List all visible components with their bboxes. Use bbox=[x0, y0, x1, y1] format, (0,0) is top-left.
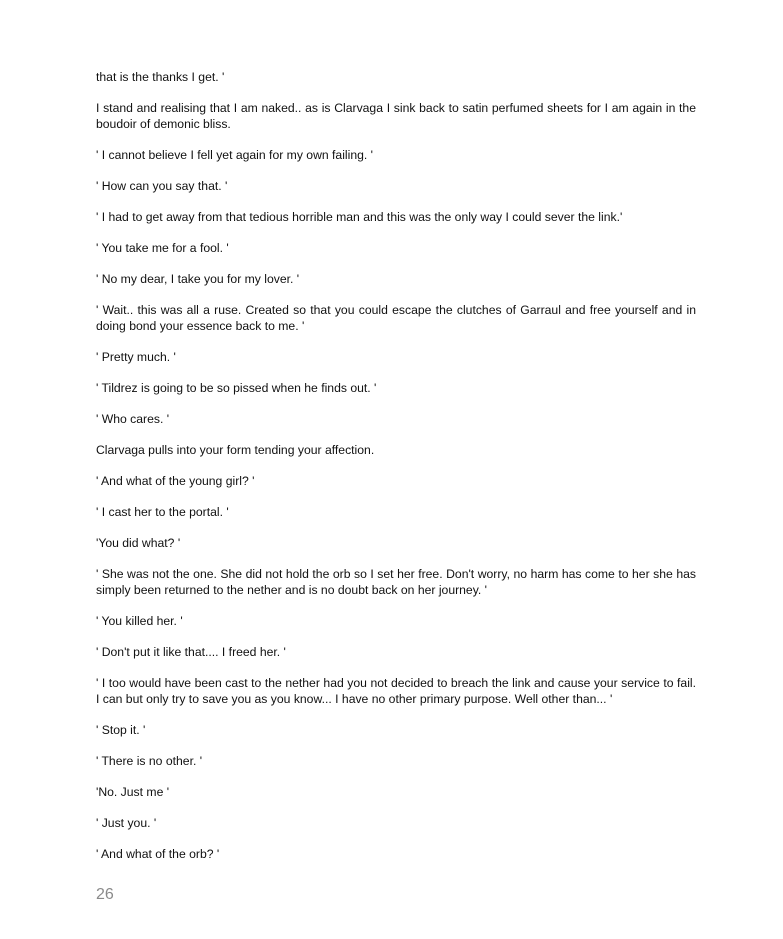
paragraph: ' Wait.. this was all a ruse. Created so that you could escape the clutches of Garraul and free yourself and in doing bond your essence back to me. ' bbox=[96, 303, 696, 333]
paragraph: ' I cannot believe I fell yet again for my own failing. ' bbox=[96, 148, 373, 162]
paragraph: ' You killed her. ' bbox=[96, 614, 183, 628]
paragraph: ' Don't put it like that.... I freed her. ' bbox=[96, 645, 286, 659]
paragraph: 'No. Just me ' bbox=[96, 785, 170, 799]
body-text bbox=[96, 69, 696, 877]
paragraph: ' And what of the orb? ' bbox=[96, 847, 220, 861]
paragraph: that is the thanks I get. ' bbox=[96, 70, 225, 84]
paragraph: ' Just you. ' bbox=[96, 816, 157, 830]
paragraph: ' I had to get away from that tedious horrible man and this was the only way I could sever the link.' bbox=[96, 210, 623, 224]
paragraph: ' How can you say that. ' bbox=[96, 179, 228, 193]
paragraph: I stand and realising that I am naked.. as is Clarvaga I sink back to satin perfumed sheets for I am again in the boudoir of demonic bliss. bbox=[96, 101, 696, 131]
paragraph: ' You take me for a fool. ' bbox=[96, 241, 229, 255]
page-number: 26 bbox=[96, 886, 114, 903]
paragraph: ' Stop it. ' bbox=[96, 723, 146, 737]
paragraph: ' I too would have been cast to the nether had you not decided to breach the link and cause your service to fail. I can but only try to save you as you know... I have no other primary purpose. Well other than... ' bbox=[96, 676, 696, 706]
paragraph: ' Tildrez is going to be so pissed when he finds out. ' bbox=[96, 381, 377, 395]
paragraph: ' Who cares. ' bbox=[96, 412, 170, 426]
paragraph: ' I cast her to the portal. ' bbox=[96, 505, 229, 519]
paragraph: Clarvaga pulls into your form tending your affection. bbox=[96, 443, 375, 457]
paragraph: ' Pretty much. ' bbox=[96, 350, 176, 364]
paragraph: ' She was not the one. She did not hold the orb so I set her free. Don't worry, no harm has come to her she has simply been returned to the nether and is no doubt back on her journey. ' bbox=[96, 567, 696, 597]
paragraph: ' No my dear, I take you for my lover. ' bbox=[96, 272, 300, 286]
paragraph: ' And what of the young girl? ' bbox=[96, 474, 255, 488]
paragraph: ' There is no other. ' bbox=[96, 754, 203, 768]
paragraph: 'You did what? ' bbox=[96, 536, 181, 550]
